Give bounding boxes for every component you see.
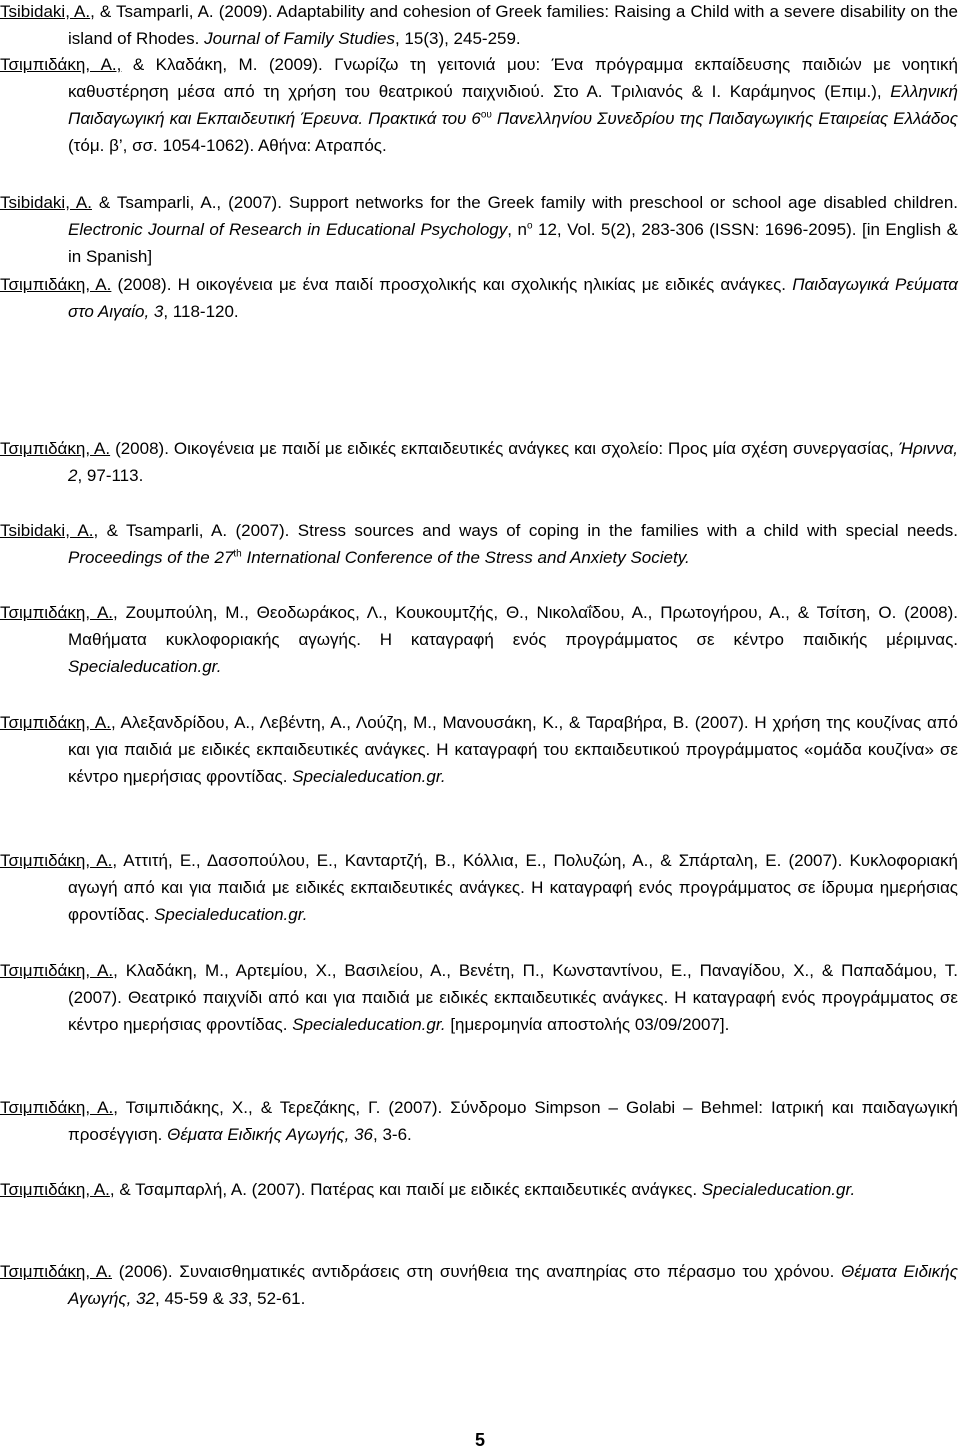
reference-author: Tsibidaki, A. xyxy=(0,2,91,21)
reference-entry: Τσιμπιδάκη, Α., Τσιμπιδάκης, Χ., & Τερεζάκης, Γ. (2007). Σύνδρομο Simpson – Golabi – Behmel: Ιατρική και παιδαγωγική προσέγγιση. Θέματα Ειδικής Αγωγής, 36, 3-6. xyxy=(0,1098,959,1144)
reference-entry: Τσιμπιδάκη, Α. (2008). Η οικογένεια με ένα παιδί προσχολικής και σχολικής ηλικίας με ειδικές ανάγκες. Παιδαγωγικά Ρεύματα στο Αιγαίο, 3, 118-120. xyxy=(0,275,958,321)
page-number: 5 xyxy=(474,1430,485,1450)
reference-author: Τσιμπιδάκη, Α. xyxy=(0,1262,112,1281)
reference-author: Τσιμπιδάκη, Α. xyxy=(0,713,111,732)
reference-entry: Τσιμπιδάκη, Α., Αλεξανδρίδου, Α., Λεβέντη, Α., Λούζη, Μ., Μανουσάκη, Κ., & Ταραβήρα, Β. (2007). Η χρήση της κουζίνας από και για παιδιά με ειδικές εκπαιδευτικές ανάγκες. Η καταγραφή του εκπαιδευτικού προγράμματος «ομάδα κουζίνα» σε κέντρο ημερήσιας φροντίδας. Specialeducation.gr. xyxy=(0,713,958,786)
reference-entry: Tsibidaki, A. & Tsamparli, A., (2007). Support networks for the Greek family with preschool or school age disabled children. Electronic Journal of Research in Educational Psychology, $n^o$ 12, Vol. 5(2), 283-306 (ISSN: 1696-2095). [in English & in Spanish] xyxy=(0,193,958,266)
reference-entry: Τσιμπιδάκη, Α., Ζουμπούλη, Μ., Θεοδωράκος, Λ., Κουκουμτζής, Θ., Νικολαΐδου, Α., Πρωτογήρου, Α., & Τσίτση, Ο. (2008). Μαθήματα κυκλοφοριακής αγωγής. Η καταγραφή ενός προγράμματος σε κέντρο παιδικής μέριμνας. Specialeducation.gr. xyxy=(0,603,958,676)
reference-entry: Tsibidaki, A., & Tsamparli, A. (2009). Adaptability and cohesion of Greek families: Raising a Child with a severe disability on the island of Rhodes. Journal of Family Studies, 15(3), 245-259. xyxy=(0,2,959,48)
reference-author: Τσιμπιδάκη, Α. xyxy=(0,1180,110,1199)
reference-author: Tsibidaki, A. xyxy=(0,193,92,212)
reference-author: Τσιμπιδάκη, Α. xyxy=(0,1098,114,1117)
reference-author: Τσιμπιδάκη, Α., xyxy=(0,55,122,74)
reference-entry: Τσιμπιδάκη, Α. (2006). Συναισθηματικές αντιδράσεις στη συνήθεια της αναπηρίας στο πέρασμο του χρόνου. Θέματα Ειδικής Αγωγής, 32, 45-59 & 33, 52-61. xyxy=(0,1262,958,1308)
reference-author: Τσιμπιδάκη, Α. xyxy=(0,851,113,870)
reference-author: Τσιμπιδάκη, Α. xyxy=(0,275,112,294)
reference-entry: Τσιμπιδάκη, Α., & Τσαμπαρλή, Α. (2007). Πατέρας και παιδί με ειδικές εκπαιδευτικές ανάγκες. Specialeducation.gr. xyxy=(0,1180,856,1199)
reference-entry: Tsibidaki, A., & Tsamparli, A. (2007). Stress sources and ways of coping in the families with a child with special needs. Proceedings of the 27th International Conference of the Stress and Anxiety Society. xyxy=(0,521,959,567)
reference-author: Tsibidaki, A. xyxy=(0,521,94,540)
reference-author: Τσιμπιδάκη, Α. xyxy=(0,961,114,980)
reference-entry: Τσιμπιδάκη, Α., & Κλαδάκη, Μ. (2009). Γνωρίζω τη γειτονιά μου: Ένα πρόγραμμα εκπαίδευσης παιδιών με νοητική καθυστέρηση μέσα από τη χρήση του θεατρικού παιχνιδιού. Στο Α. Τριλιανός & Ι. Καράμηνος (Επιμ.), Ελληνική Παιδαγωγική και Εκπαιδευτική Έρευνα. Πρακτικά του $6^{o\upsilon}$ Πανελληνίου Συνεδρίου της Παιδαγωγικής Εταιρείας Ελλάδος (τόμ. β’, σσ. 1054-1062). Αθήνα: Ατραπός. xyxy=(0,55,958,155)
reference-author: Τσιμπιδάκη, Α. xyxy=(0,439,111,458)
reference-author: Τσιμπιδάκη, Α. xyxy=(0,603,114,622)
reference-entry: Τσιμπιδάκη, Α., Κλαδάκη, Μ., Αρτεμίου, Χ., Βασιλείου, Α., Βενέτη, Π., Κωνσταντίνου, Ε., Παναγίδου, Χ., & Παπαδάμου, Τ. (2007). Θεατρικό παιχνίδι από και για παιδιά με ειδικές εκπαιδευτικές ανάγκες. Η καταγραφή ενός προγράμματος σε κέντρο ημερήσιας φροντίδας. Specialeducation.gr. [ημερομηνία αποστολής 03/09/2007]. xyxy=(0,961,959,1034)
reference-entry: Τσιμπιδάκη, Α. (2008). Οικογένεια με παιδί με ειδικές εκπαιδευτικές ανάγκες και σχολείο: Προς μία σχέση συνεργασίας, Ήριννα, 2, 97-113. xyxy=(0,439,958,485)
reference-entry: Τσιμπιδάκη, Α., Αττιτή, Ε., Δασοπούλου, Ε., Κανταρτζή, Β., Κόλλια, Ε., Πολυζώη, Α., & Σπάρταλη, Ε. (2007). Κυκλοφοριακή αγωγή από και για παιδιά με ειδικές εκπαιδευτικές ανάγκες. Η καταγραφή ενός προγράμματος σε ίδρυμα ημερήσιας φροντίδας. Specialeducation.gr. xyxy=(0,851,958,924)
